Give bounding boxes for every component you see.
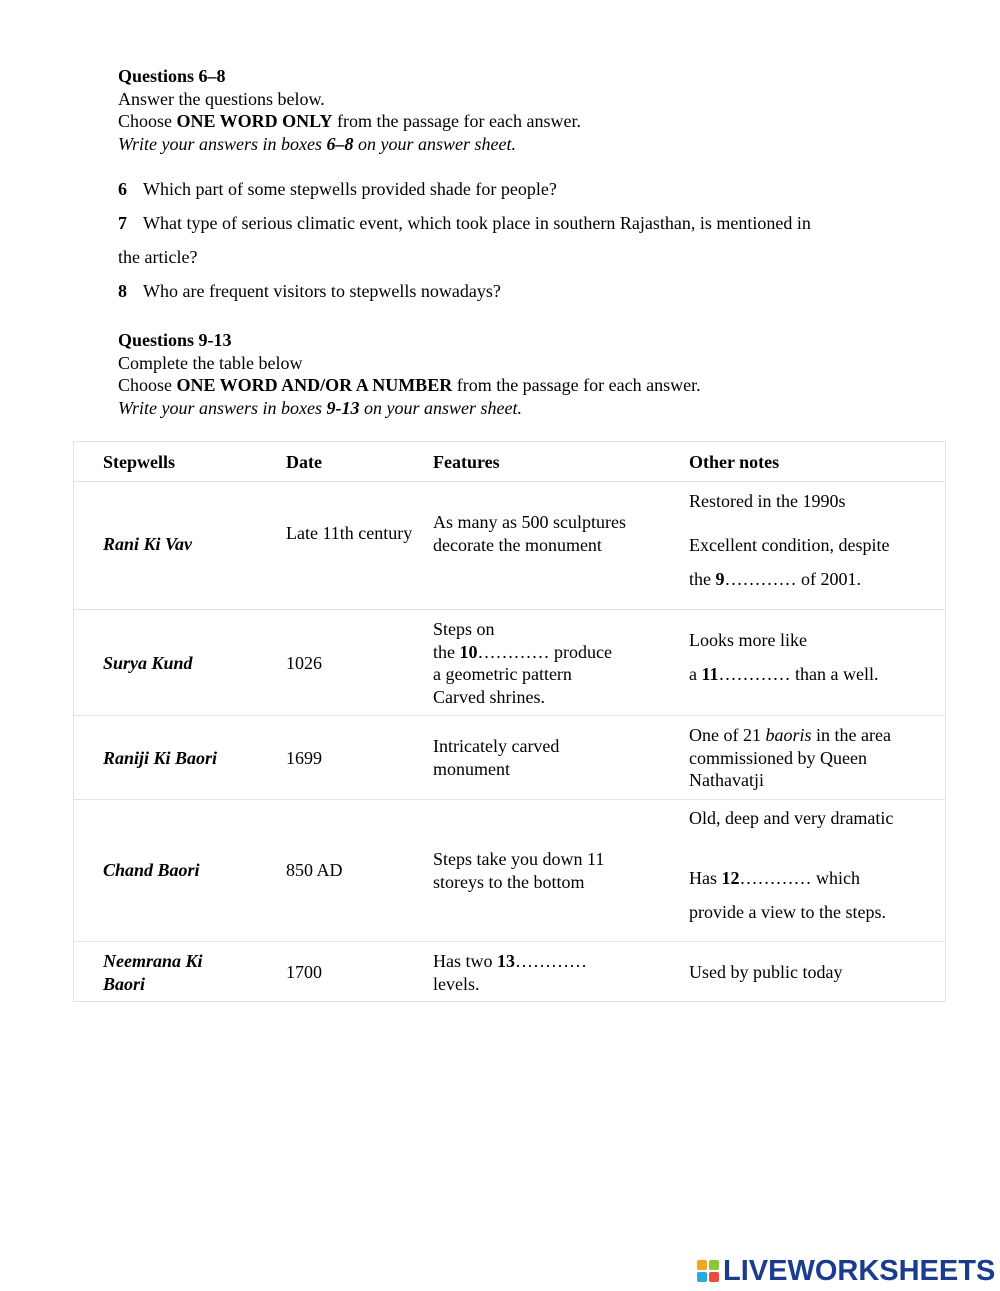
stepwell-date: 1700 xyxy=(286,962,322,982)
stepwell-date: 1026 xyxy=(286,653,322,673)
liveworksheets-logo xyxy=(697,1255,995,1287)
features-line: levels. xyxy=(433,973,480,994)
instruction-line: Complete the table below xyxy=(118,352,303,373)
stepwells-table xyxy=(73,441,946,1002)
logo-square xyxy=(709,1260,719,1270)
stepwell-name: Chand Baori xyxy=(103,860,200,880)
gap-number-13: 13 xyxy=(497,951,515,971)
gap-number-11: 11 xyxy=(701,664,719,684)
stepwell-features: Intricately carved monument xyxy=(433,736,560,779)
gap-number-9: 9 xyxy=(715,569,725,589)
table-row xyxy=(74,942,945,1001)
logo-icon xyxy=(697,1260,719,1282)
instruction-line: Write your answers in boxes 6–8 on your answer sheet. xyxy=(118,133,516,154)
question-7: 7 What type of serious climatic event, which took place in southern Rajasthan, is mentioned in xyxy=(118,213,811,233)
notes-line: provide a view to the steps. xyxy=(689,902,886,922)
logo-text: LIVEWORKSHEETS xyxy=(723,1254,996,1287)
table-row xyxy=(74,800,945,942)
instruction-line: Choose ONE WORD AND/OR A NUMBER from the passage for each answer. xyxy=(118,375,701,395)
stepwell-features: Steps take you down 11 storeys to the bottom xyxy=(433,849,605,892)
features-line: the 10………… produce xyxy=(433,641,612,662)
features-line: Has two 13………… xyxy=(433,951,587,971)
stepwell-date: 1699 xyxy=(286,748,322,768)
table-header-row xyxy=(74,442,945,482)
features-line: Steps on xyxy=(433,619,495,639)
header-date: Date xyxy=(286,452,322,472)
question-6: 6 Which part of some stepwells provided shade for people? xyxy=(118,179,557,199)
gap-number-10: 10 xyxy=(459,641,478,662)
stepwell-notes: One of 21 baoris in the area commissioned by Queen Nathavatji xyxy=(689,725,891,790)
header-stepwells: Stepwells xyxy=(103,452,175,472)
notes-line: the 9………… of 2001. xyxy=(689,569,861,589)
section-heading-9-13: Questions 9-13 xyxy=(118,330,232,350)
table-row xyxy=(74,482,945,610)
stepwell-name: Raniji Ki Baori xyxy=(103,748,218,768)
table-row xyxy=(74,610,945,716)
section-heading-6-8: Questions 6–8 xyxy=(118,66,226,86)
notes-line: Excellent condition, despite xyxy=(689,535,890,555)
stepwell-date: Late 11th century xyxy=(286,523,413,543)
logo-square xyxy=(697,1260,707,1270)
table-row xyxy=(74,716,945,800)
logo-square xyxy=(709,1272,719,1282)
stepwell-features xyxy=(433,950,653,995)
stepwell-features xyxy=(433,618,653,708)
notes-line: Restored in the 1990s xyxy=(689,491,846,511)
stepwell-name: Rani Ki Vav xyxy=(103,534,193,554)
instructions-9-13 xyxy=(118,329,701,419)
stepwell-features: As many as 500 sculptures decorate the monument xyxy=(433,512,626,555)
instructions-6-8 xyxy=(118,65,581,155)
stepwell-name: Surya Kund xyxy=(103,653,193,673)
gap-number-12: 12 xyxy=(721,868,740,888)
notes-line: Old, deep and very dramatic xyxy=(689,808,894,828)
logo-square xyxy=(697,1272,707,1282)
notes-line: Looks more like xyxy=(689,630,807,650)
question-8: 8 Who are frequent visitors to stepwells nowadays? xyxy=(118,281,501,301)
notes-line: a 11………… than a well. xyxy=(689,664,879,684)
instruction-line: Write your answers in boxes 9-13 on your answer sheet. xyxy=(118,397,522,418)
features-line: a geometric pattern xyxy=(433,664,572,684)
instruction-line: Answer the questions below. xyxy=(118,88,325,109)
features-line: Carved shrines. xyxy=(433,686,545,707)
stepwell-date: 850 AD xyxy=(286,860,343,880)
stepwell-name: Neemrana Ki Baori xyxy=(103,951,203,994)
header-other-notes: Other notes xyxy=(689,452,780,472)
stepwell-notes: Used by public today xyxy=(689,962,843,982)
question-7-continued: the article? xyxy=(118,247,198,267)
notes-line: Has 12………… which xyxy=(689,868,860,888)
header-features: Features xyxy=(433,452,500,472)
instruction-line: Choose ONE WORD ONLY from the passage for each answer. xyxy=(118,111,581,131)
